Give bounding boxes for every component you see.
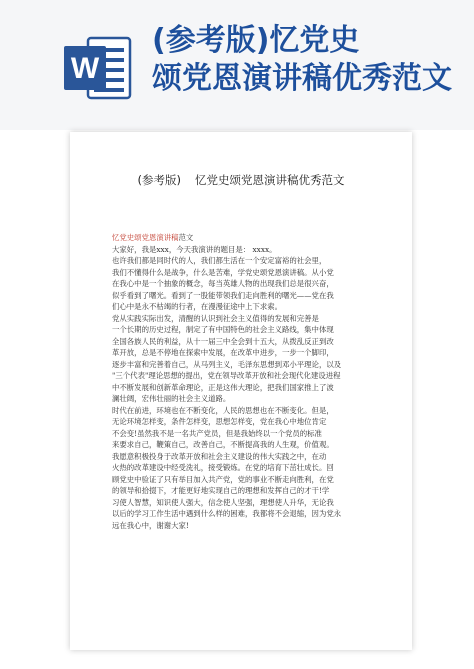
document-line: 革开放，总是不停地在探索中发展，在改革中进步，一步一个脚印， xyxy=(112,348,334,357)
document-page xyxy=(70,132,412,650)
document-line: 无论环境怎样变，条件怎样变，思想怎样变，党在我心中地位肯定 xyxy=(112,417,327,426)
document-line: 时代在前进，环境也在不断变化，人民的思想也在不断变化。但是， xyxy=(112,405,334,415)
document-line: 全国各族人民的利益，从十一届三中全会到十五大，从拨乱反正到改 xyxy=(112,336,334,346)
document-line: 我们不懂得什么是战争，什么是苦难，学党史颂党恩演讲稿。从小党 xyxy=(112,267,334,277)
document-title-prefix: (参考版) xyxy=(137,173,181,187)
document-line: 澜壮阔，宏伟壮丽的社会主义道路。 xyxy=(112,394,231,403)
document-title xyxy=(70,172,412,188)
document-line: 顾党史中验证了只有举目加入共产党，党的事业不断走向胜利，在党 xyxy=(112,474,334,484)
document-line: 大家好，我是xxx，今天我演讲的题目是： xxxx。 xyxy=(112,244,277,254)
document-line: 远在我心中，谢谢大家! xyxy=(112,520,189,530)
document-line: 来要求自己，鞭策自己，改善自己，不断提高我的人生观，价值观。 xyxy=(112,440,334,449)
banner-title-line1: (参考版)忆党史 xyxy=(152,23,360,58)
document-line: 不会变!虽然我不是一名共产党员，但是我始终以一个党员的标准 xyxy=(112,428,322,438)
document-line: 我愿意积极投身于改革开放和社会主义建设的伟大实践之中，在动 xyxy=(112,451,327,461)
document-line: 们心中是永不枯竭的行者，在漫漫征途中上下求索。 xyxy=(112,302,282,311)
document-line: 党从实践实际出发，清醒的认识到社会主义值得的发展和完善是 xyxy=(112,313,319,323)
document-body xyxy=(112,232,382,531)
document-line: 似乎看到了曙光。看到了一股能带领我们走向胜利的曙光——党在我 xyxy=(112,290,334,300)
document-title-main: 忆党史颂党恩演讲稿优秀范文 xyxy=(194,173,345,187)
document-line: 中不断发展和创新革命理论，正是这伟大理论，把我们国家推上了波 xyxy=(112,382,334,392)
document-heading-red: 忆党史颂党恩演讲稿 xyxy=(112,233,179,242)
banner xyxy=(0,0,474,130)
document-heading-rest: 范文 xyxy=(178,233,194,242)
document-line: 也许我们都是同时代的人，我们都生活在一个安定富裕的社会里， xyxy=(112,256,327,265)
document-line: 火热的改革建设中经受洗礼，接受锻炼。在党的培育下茁壮成长。回 xyxy=(112,463,334,472)
banner-title-line2: 颂党恩演讲稿优秀范文 xyxy=(152,61,452,96)
document-line: 逐步丰富和完善着自己，从马列主义，毛泽东思想到邓小平理论，以及 xyxy=(112,359,342,369)
document-line xyxy=(112,232,382,244)
word-document-icon xyxy=(62,32,134,104)
document-line: 的领导和拾掇下，才能更好地实现自己的理想和发挥自己的才干!学 xyxy=(112,486,330,495)
document-line: 以后的学习工作生活中遇到什么样的困难，我都将不会退缩，因为党永 xyxy=(112,509,342,518)
word-logo-letter: W xyxy=(70,52,100,85)
document-line: "三个代表"理论思想的提出，党在领导改革开放和社会现代化建设进程 xyxy=(112,371,341,380)
document-line: 在我心中是一个抽象的概念，每当英雄人物的出现我们总是很兴奋， xyxy=(112,279,334,288)
banner-title xyxy=(152,22,472,98)
document-line: 一个长期的历史过程，制定了有中国特色的社会主义路线，集中体现 xyxy=(112,325,334,334)
document-line: 习使人智慧，知识使人强大，信念使人坚强，理想使人升华，无论我 xyxy=(112,497,334,507)
